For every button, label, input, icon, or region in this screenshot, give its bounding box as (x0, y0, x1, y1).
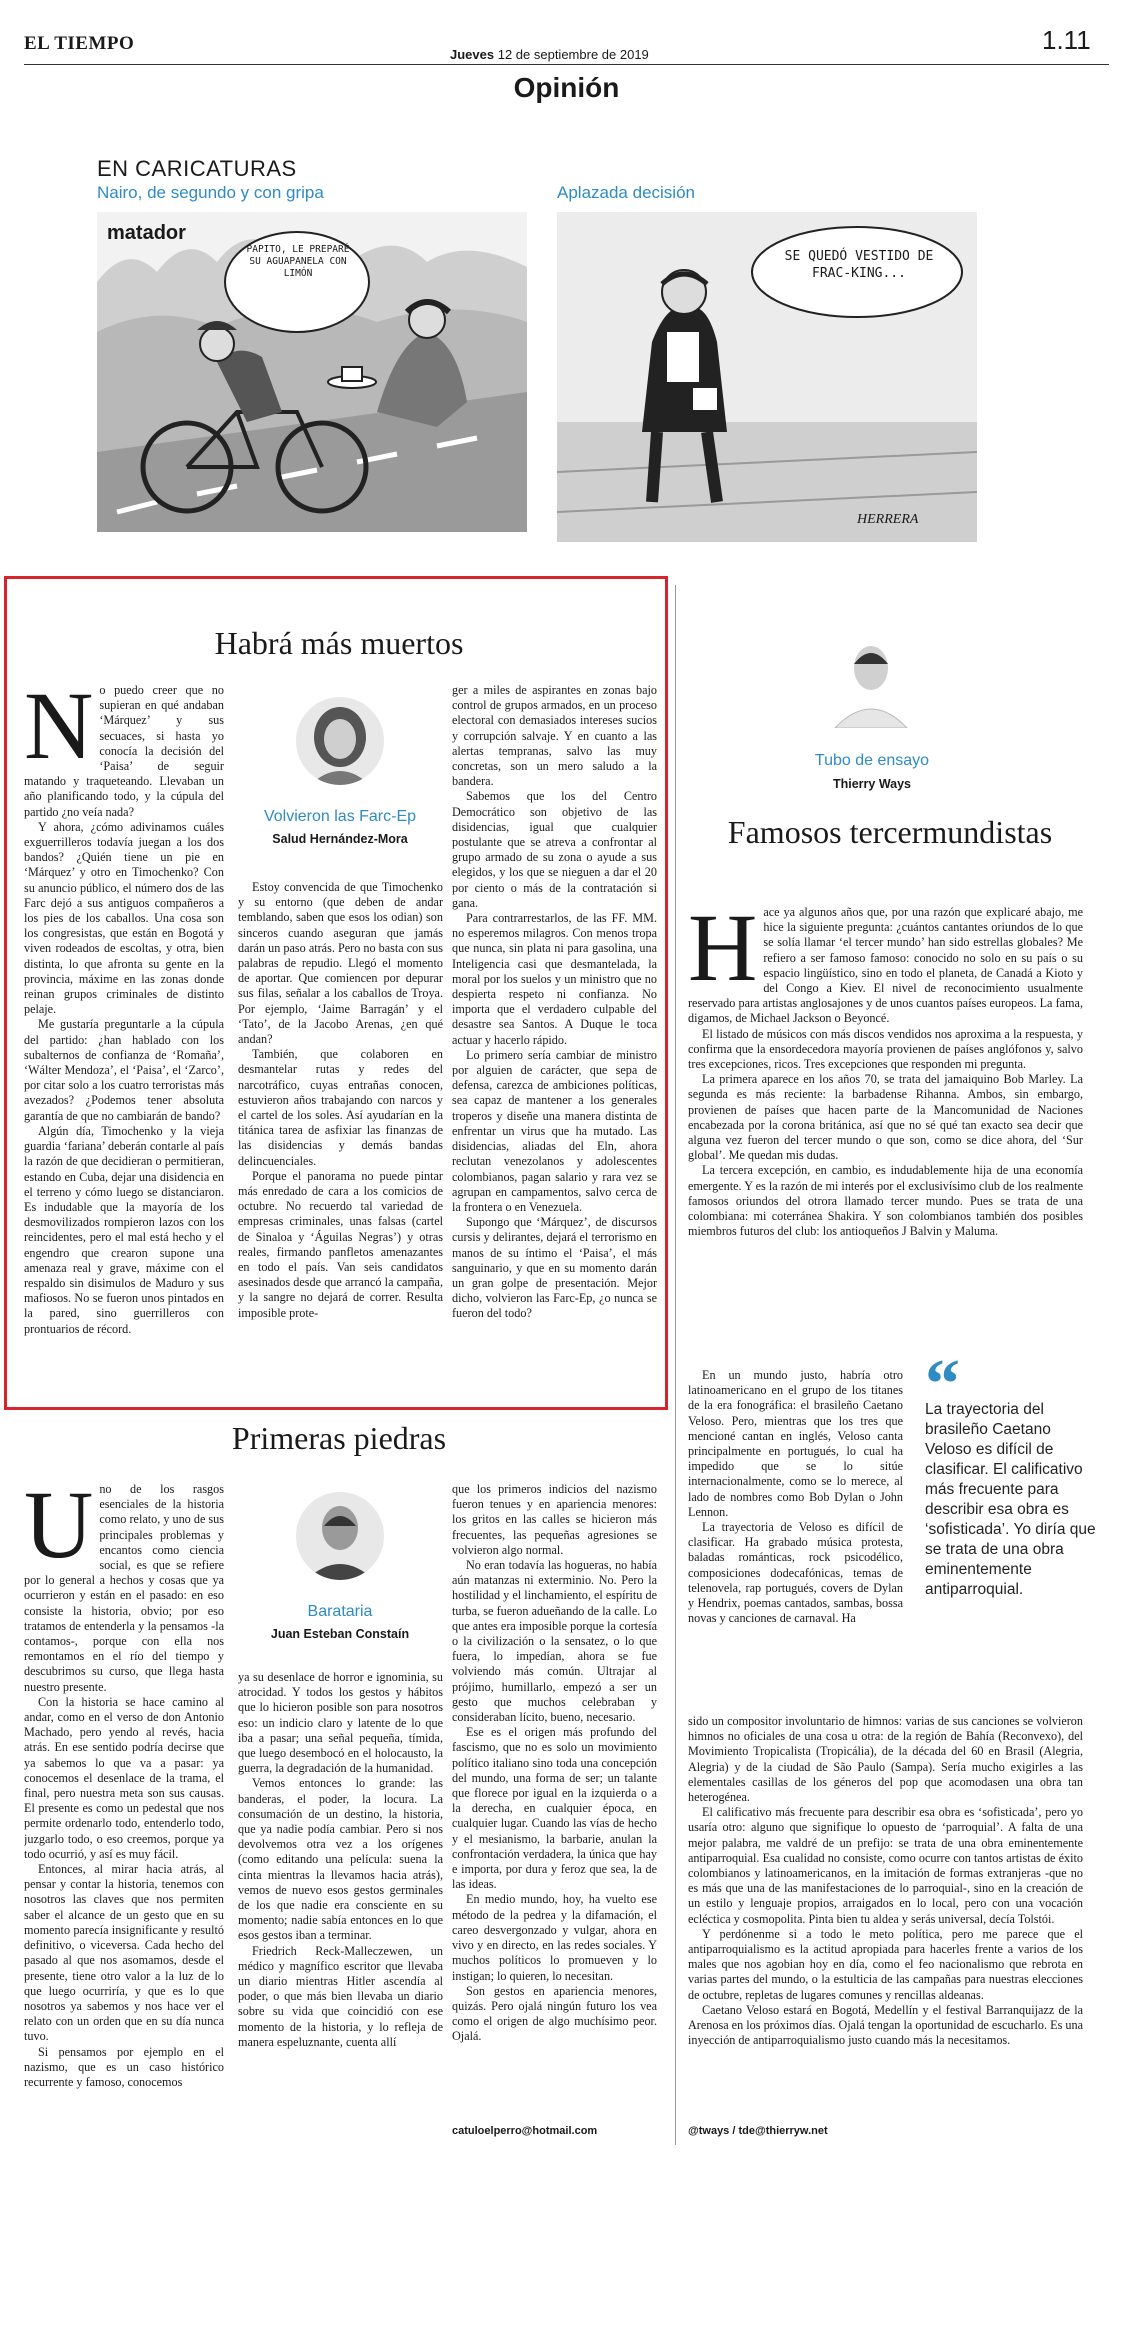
article-2-col-1 (24, 1482, 224, 2142)
paragraph: sido un compositor involuntario de himnos: varias de sus canciones se volvieron himnos no oficiales de una cosa u otra: de la región de Bahía (Reconvexo), del Movimiento Tropicalista (Tropicália), de la década del 60 en Brasil (Alegria, Alegria) y de la ciudad de São Paulo (Sampa). Sería mucho exigirles a las elementales casillas de los géneros del pop que acomodasen una obra tan heterogénea. (688, 1714, 1083, 1805)
article-3-bottom (688, 1714, 1083, 2114)
dropcap: U (24, 1482, 94, 1578)
caricaturas-header: EN CARICATURAS (97, 156, 297, 181)
paragraph: Ese es el origen más profundo del fascismo, que no es solo un movimiento político italiano sino toda una concepción del mundo, una forma de ser; un talante que florece por igual en la izquierda o a la derecha, en cualquier época, en cualquier lugar. Cuando las vías de hecho y el mesianismo, la barbarie, anulan la confrontación verdadera, la única que hay e importa, por dura y feroz que sea, la de las ideas. (452, 1725, 657, 1892)
author-photo-juan (296, 1492, 384, 1580)
masthead-logo: EL TIEMPO (24, 33, 135, 54)
article-3-author: Thierry Ways (832, 777, 912, 791)
article-3-email: @tways / tde@thierryw.net (688, 2125, 828, 2137)
pull-quote: La trayectoria del brasileño Caetano Veloso es difícil de clasificar. El calificativo más frecuente para describir esa obra es ‘sofisticada’. Yo diría que se trata de una obra eminentemente antiparroquial. (925, 1401, 1096, 1598)
issue-date (450, 47, 649, 62)
cartoon-right-bubble: SE QUEDÓ VESTIDO DE FRAC-KING... (784, 249, 934, 281)
article-1-title: Habrá más muertos (214, 625, 464, 661)
cartoon-fracking (557, 212, 977, 542)
paragraph: La trayectoria de Veloso es difícil de clasificar. Ha grabado música protesta, baladas románticas, rock psicodélico, composiciones dodecafónicas, temas de telenovela, rap portugués, covers de Dylan y Hendrix, poemas cantados, sambas, bossa novas y canciones de carnaval. Ha (688, 1520, 903, 1626)
paragraph: Lo primero sería cambiar de ministro por alguien de carácter, que sepa de defensa, carezca de ambiciones políticas, sea capaz de mantener a los generales troperos y diseñe una manera distinta de enfrentar un virus que ha mutado. Las disidencias, aliadas del Eln, ahora reclutan venezolanos y adolescentes colombianos, pagan salario y rara vez se agrupan en campamentos, salvo cerca de la frontera o en Venezuela. (452, 1047, 657, 1214)
portrait-icon (827, 628, 915, 728)
caricatura-left-subtitle: Nairo, de segundo y con gripa (97, 183, 324, 202)
paragraph: También, que colaboren en desmantelar rutas y redes del narcotráfico, cuyas entrañas conocen, estuvieron años trabajando con narcos y el cartel de los soles. Así ayudarían en la titánica tarea de asfixiar las finanzas de las disidencias y demás bandas delincuenciales. (238, 1047, 443, 1168)
author-photo-thierry (827, 628, 915, 728)
paragraph: Supongo que ‘Márquez’, de discursos cursis y delirantes, dejará el terrorismo en manos de su íntimo el ‘Paisa’, el más sanguinario, y que en su momento darán un gran golpe de presentación. Mejor dicho, volvieron las Farc-Ep, ¿o nunca se fueron del todo? (452, 1215, 657, 1321)
article-3-title: Famosos tercermundistas (727, 814, 1053, 850)
paragraph: En un mundo justo, habría otro latinoamericano en el grupo de los titanes de la era fonográfica: el brasileño Caetano Veloso. Pero, mientras que los tres que mencioné cantan en inglés, Veloso canta principalmente en portugués, lo cual ha impedido que se lo sitúe internacionalmente, como se lo merece, al lado de nombres como Bob Dylan o John Lennon. (688, 1368, 903, 1519)
paragraph: o puedo creer que no supieran en qué andaban ‘Márquez’ y sus secuaces, si hasta yo conocía la decisión del ‘Paisa’ de seguir matando y traqueteando. Llevaban un año planificando todo, y la cúpula del partido ¿no veía nada? (24, 683, 224, 819)
cartoon-left-bubble: PAPITO, LE PREPARÉ SU AGUAPANELA CON LIMÓN (246, 244, 350, 279)
paragraph: Con la historia se hace camino al andar, como en el verso de don Antonio Machado, pero yendo al revés, hacia atrás. En ese sentido podría decirse que ya sabemos lo que va a pasar: ya conocemos el desenlace de la trama, el final, pero nuestra meta son sus causas. El presente es como un pedestal que nos permite ordenarlo todo, entenderlo todo, juzgarlo todo, o eso creemos, porque ya todo ocurrió, y así es muy fácil. (24, 1694, 224, 1861)
paragraph: Y ahora, ¿cómo adivinamos cuáles exguerrilleros todavía juegan a los dos bandos? ¿Quién tiene un pie en ‘Márquez’ y otro en Timochenko? Con su anuncio público, el número dos de las Farc dejó a sus antiguos compañeros a los pies de los caballos. Una cosa son los congresistas, que están en Bogotá y viven rodeados de escoltas, y otra, bien distinta, lo que afronta su gente en la provincia, máxime en las zonas donde reinan grupos criminales de distinto pelaje. (24, 819, 224, 1017)
paragraph: Entonces, al mirar hacia atrás, al pensar y contar la historia, tenemos con nosotros las claves que nos permiten saber el alcance de un gesto que en su momento parecía insignificante y resultó definitivo, o viceversa. Cada hecho del pasado al que nos asomamos, desde el presente, tiene otro valor a la luz de lo que luego ocurriría, y que es lo que nosotros ya sabemos y nos hace ver el relato con un orden que en su día nunca tuvo. (24, 1862, 224, 2044)
article-1-col-3 (452, 683, 657, 1398)
article-1-column-name: Volvieron las Farc-Ep (263, 808, 417, 825)
paragraph: Algún día, Timochenko y la vieja guardia ‘fariana’ deberán contarle al país la razón de que decidieran o permitieran, estando en Cuba, dejar una disidencia en el terreno y cómo luego se distanciaron. Es indudable que la mayoría de los desmovilizados rompieron lazos con los reincidentes, pero el mal está hecho y el engendro que crearon supone una amenaza real y grave, máxime con el respaldo sin disimulos de Maduro y sus mafiosos. No se fueron unos pintados en la pared, sino guerrilleros con prontuarios de récord. (24, 1123, 224, 1336)
paragraph: No eran todavía las hogueras, no había aún matanzas ni exterminio. No. Pero la hostilidad y el linchamiento, el espíritu de turba, se fueron adueñando de la calle. Lo que antes era imposible porque la cortesía o la civilización o la sensatez, o lo que fuera, lo impedían, ahora se fue volviendo más común. Ultrajar al prójimo, humillarlo, empezó a ser un gesto que muchos celebraban y consideraban lícito, bueno, necesario. (452, 1558, 657, 1725)
article-2-col-2 (238, 1670, 443, 2140)
dropcap: N (24, 683, 94, 779)
paragraph: La primera aparece en los años 70, se trata del jamaiquino Bob Marley. La segunda es más reciente: la barbadense Rihanna. Ambos, sin embargo, provienen de países que hacen parte de la Mancomunidad de Naciones encabezada por la corona británica, así que no sé qué tan exacto sea decir que alguna vez fueron del tercer mundo o que son, como se dice ahora, del ‘Sur global’. Me quedan mis dudas. (688, 1072, 1083, 1163)
paragraph: Vemos entonces lo grande: las banderas, el poder, la locura. La consumación de un destino, la historia, que ya nadie podía cambiar. Pero si nos devolvemos otra vez a los orígenes (como editando una película: suena la cinta mientras la llevamos hacia atrás), vemos de nuevo esos gestos germinales de los que nadie era consciente en su momento; nadie sabía entonces en lo que esos gestos iban a terminar. (238, 1776, 443, 1943)
masthead-rule (24, 64, 1109, 65)
article-3-narrow (688, 1368, 903, 1713)
caricatura-right-subtitle: Aplazada decisión (557, 183, 695, 202)
article-2-email: catuloelperro@hotmail.com (452, 2125, 598, 2137)
article-2-title: Primeras piedras (231, 1420, 447, 1456)
article-1-col-1 (24, 683, 224, 1398)
paragraph: Son gestos en apariencia menores, quizás. Pero ojalá ningún futuro los vea como el origen de algo muchísimo peor. Ojalá. (452, 1983, 657, 2044)
article-3-top (688, 905, 1083, 1365)
cartoonist-signature-right: HERRERA (857, 512, 919, 527)
cartoon-nairo (97, 212, 527, 532)
article-1-col-2 (238, 880, 443, 1400)
date-text: 12 de septiembre de 2019 (497, 47, 649, 62)
paragraph: Me gustaría preguntarle a la cúpula del partido: ¿han hablado con los subalternos de confianza de ‘Romaña’, ‘Wálter Mendoza’, el ‘Paisa’, el ‘Zarco’, por citar solo a los cuatro terroristas más avezados? ¿Podemos tener absoluta garantía de que no cambiarán de bando? (24, 1017, 224, 1123)
article-2-author: Juan Esteban Constaín (270, 1627, 410, 1641)
paragraph: Porque el panorama no puede pintar más enredado de cara a los comicios de octubre. No recuerdo tal variedad de empresas criminales, unas falsas (cartel de Sinaloa y ‘Águilas Negras’) y otras reales, firmando panfletos amenazantes en todo el país. Van seis candidatos asesinados desde que arrancó la campaña, y la sangre no dejará de correr. Resulta imposible prote- (238, 1168, 443, 1320)
portrait-icon (296, 1492, 384, 1580)
quote-icon: “ (925, 1346, 960, 1423)
section-title: Opinión (513, 72, 620, 103)
article-2-column-name: Barataria (307, 1603, 373, 1620)
article-3-column-name: Tubo de ensayo (814, 752, 930, 769)
paragraph: Friedrich Reck-Malleczewen, un médico y magnífico escritor que llevaba un diario mientras Hitler ascendía al poder, o que más bien llevaba un diario sobre su vida que coincidió con ese momento de la historia, y lo refleja de manera espeluznante, cuenta allí (238, 1943, 443, 2049)
paragraph: El listado de músicos con más discos vendidos nos aproxima a la respuesta, y confirma que la ensordecedora mayoría provienen de países anglófonos y, salvo tres excepciones, ricos. Tres excepciones que responden mi pregunta. (688, 1026, 1083, 1072)
article-2-col-3 (452, 1482, 657, 2112)
paragraph: La tercera excepción, en cambio, es indudablemente hija de una economía emergente. Y es la razón de mi interés por el exclusivísimo club de los realmente famosos oriundos del otrora llamado tercer mundo. Pues se trata de una colombiana: mi coterránea Shakira. Y son colombianos también dos posibles miembros futuros del club: los antioqueños J Balvin y Maluma. (688, 1163, 1083, 1239)
page-number: 1.11 (1042, 25, 1091, 55)
portrait-icon (296, 697, 384, 785)
column-divider (675, 585, 676, 2145)
article-1-author: Salud Hernández-Mora (272, 832, 408, 846)
dropcap: H (688, 905, 758, 1001)
cartoonist-signature-left: matador (107, 222, 186, 244)
paragraph: El calificativo más frecuente para describir esa obra es ‘sofisticada’, pero yo usaría otro: alguno que signifique lo opuesto de ‘parroquial’. A falta de una mejor palabra, me valdré de un prefijo: se trata de una obra eminentemente antiparroquial. Esa cualidad no consiste, como ocurre con tantos artistas de éxito colombianos y latinoamericanos, en la imitación de formas extranjeras -que no es más que una de las manifestaciones de lo parroquial-, sino en la creación de un estilo y lenguaje propios, arraigados en lo local, pero con una vocación ecléctica y cosmopolita. Pinta bien tu aldea y serás universal, decía Tolstói. (688, 1805, 1083, 1926)
author-photo-salud (296, 697, 384, 785)
paragraph: Caetano Veloso estará en Bogotá, Medellín y el festival Barranquijazz de la Arenosa en los próximos días. Ojalá tengan la oportunidad de escucharlo. Es una inyección de antiparroquialismo justo cuando más la necesitamos. (688, 2002, 1083, 2048)
weekday: Jueves (450, 47, 495, 62)
paragraph: Y perdónenme si a todo le meto política, pero me parece que el antiparroquialismo es la actitud apropiada para hacerles frente a varios de los males que nos agobian hoy en día, como el feo nacionalismo que rebrota en varias partes del mundo, o la estulticia de las campañas para nuestras elecciones de octubre, repletas de lugares comunes y rencillas aldeanas. (688, 1926, 1083, 2002)
paragraph: ger a miles de aspirantes en zonas bajo control de grupos armados, en un proceso electoral con demasiados intereses sucios y corrupción salvaje. Y en cuanto a las alertas tempranas, salvo las muy concretas, son un mero saludo a la bandera. (452, 683, 657, 789)
paragraph: que los primeros indicios del nazismo fueron tenues y en apariencia menores: los gritos en las calles se hicieron más frecuentes, las pequeñas agresiones se volvieron algo normal. (452, 1482, 657, 1557)
paragraph: Si pensamos por ejemplo en el nazismo, que es un caso histórico recurrente y famoso, conocemos (24, 2044, 224, 2089)
paragraph: Para contrarrestarlos, de las FF. MM. no esperemos milagros. Con menos tropa que nunca, sin plata ni para gasolina, una Inteligencia casi que desmantelada, la moral por los suelos y un ministro que no despierta respeto ni confianza. No importa que el verdadero culpable del desastre sea Santos. A Duque le toca actuar y hacerlo rápido. (452, 911, 657, 1047)
paragraph: En medio mundo, hoy, ha vuelto ese método de la pedrea y la difamación, el careo desvergonzado y vulgar, ahora en vivo y en directo, en las redes sociales. Y muchos políticos lo promueven y lo instigan; lo quieren, lo necesitan. (452, 1892, 657, 1983)
paragraph: ace ya algunos años que, por una razón que explicaré abajo, me hice la siguiente pregunta: ¿cuántos cantantes oriundos de lo que se solía llamar ‘el tercer mundo’ han sido estrellas globales? Me refiero a ser famoso famoso: conocido no solo en su país o su espacio lingüístico, sino en todo el planeta, de Canadá a Kioto y del Congo a Kiev. El nivel de reconocimiento usualmente reservado para artistas anglosajones y de unos cuantos países europeos. La fama, digamos, de Michael Jackson o Beyoncé. (688, 905, 1083, 1026)
paragraph: no de los rasgos esenciales de la historia como relato, y uno de sus principales problemas y encantos como ciencia social, es que se refiere por lo general a hechos y cosas que ya ocurrieron y están en el pasado: en eso consiste la historia, obvio; por eso tratamos de entenderla y la pensamos -la contamos-, porque con ella nos remontamos en el río del tiempo y descubrimos su curso, que llega hasta nuestro presente. (24, 1482, 224, 1694)
paragraph: Estoy convencida de que Timochenko y su entorno (que deben de andar temblando, saben que esos los odian) son sinceros cuando aseguran que jamás darán un paso atrás. Pero no basta con sus palabras de repudio. Llegó el momento de aportar. Que comiencen por depurar sus filas, señalar a los caballos de Troya. Por ejemplo, ‘Jaime Barragán’ y el ‘Tato’, de la Jacobo Arenas, ¿en qué andan? (238, 880, 443, 1047)
paragraph: Sabemos que los del Centro Democrático son objetivo de las disidencias, igual que cualquier postulante que se atreva a confrontar al grupo armado de su zona o ayude a sus elegidos, y los que se nieguen a dar el 20 por ciento o más de la contratación si gana. (452, 789, 657, 910)
paragraph: ya su desenlace de horror e ignominia, su atrocidad. Y todos los gestos y hábitos que lo hicieron posible son para nosotros eso: un indicio claro y latente de lo que iba a pasar; una señal pequeña, tímida, que luego desembocó en el holocausto, la guerra, la degradación de la humanidad. (238, 1670, 443, 1776)
